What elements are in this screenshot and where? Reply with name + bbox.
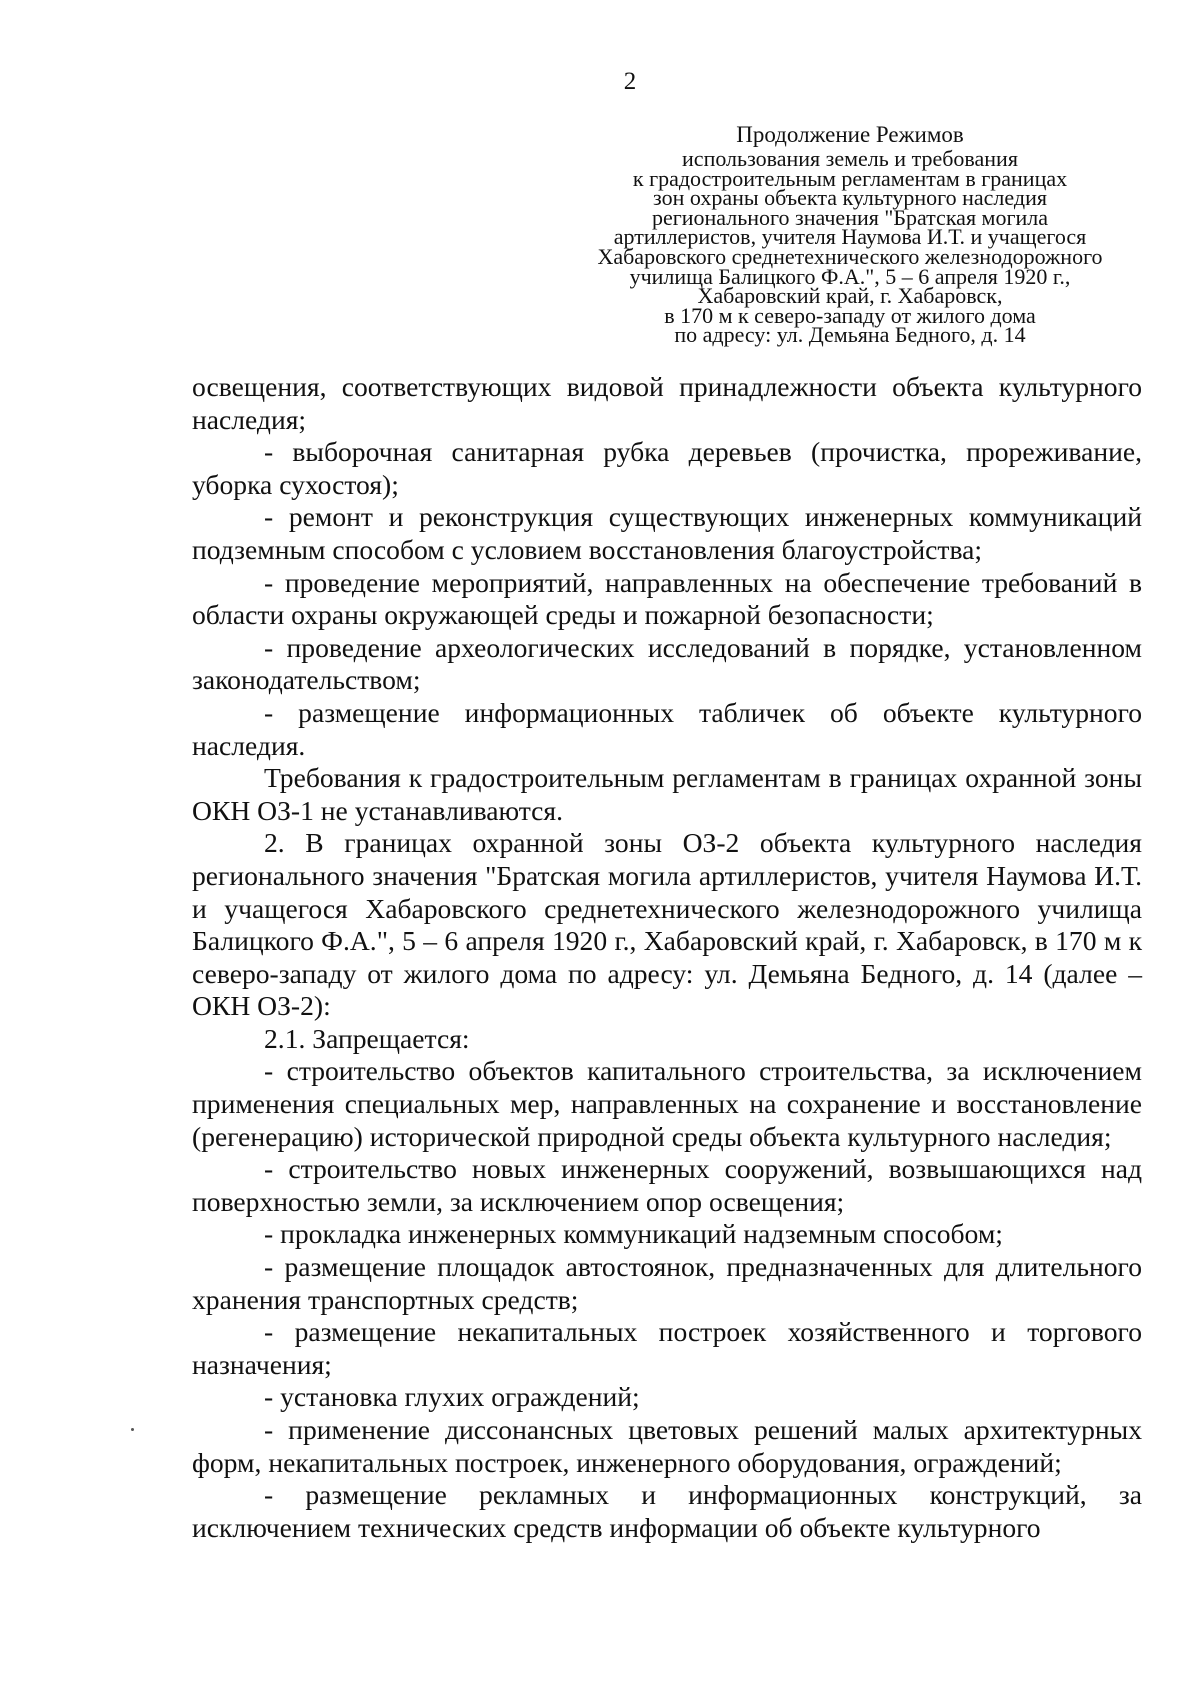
- body-paragraph: - выборочная санитарная рубка деревьев (прочистка, прореживание, уборка сухостоя);: [192, 436, 1142, 500]
- header-line: по адресу: ул. Демьяна Бедного, д. 14: [674, 322, 1026, 348]
- body-paragraph: 2.1. Запрещается:: [264, 1022, 470, 1054]
- scan-speck: [131, 1428, 134, 1431]
- body-paragraph: освещения, соответствующих видовой принадлежности объекта культурного наследия;: [192, 371, 1142, 435]
- body-paragraph: - размещение некапитальных построек хозяйственного и торгового назначения;: [192, 1316, 1142, 1380]
- body-paragraph: - установка глухих ограждений;: [264, 1381, 640, 1413]
- body-paragraph: - размещение рекламных и информационных конструкций, за исключением технических средств информации об объекте культурного: [192, 1479, 1142, 1543]
- page-number: 2: [623, 68, 637, 95]
- header-line: использования земель и требования: [682, 146, 1018, 171]
- body-paragraph: - размещение площадок автостоянок, предназначенных для длительного хранения транспортных средств;: [192, 1251, 1142, 1315]
- body-paragraph: - проведение археологических исследований в порядке, установленном законодательством;: [192, 631, 1142, 696]
- header-title: Продолжение Режимов: [736, 122, 964, 147]
- body-paragraph: Требования к градостроительным регламентам в границах охранной зоны ОКН ОЗ-1 не устанавливаются.: [192, 762, 1142, 826]
- header-line: к градостроительным регламентам в границах: [632, 165, 1068, 191]
- header-line: артиллеристов, учителя Наумова И.Т. и учащегося: [613, 224, 1087, 250]
- document-header: [560, 122, 1140, 348]
- header-line: регионального значения "Братская могила: [651, 204, 1049, 230]
- body-paragraph: - проведение мероприятий, направленных на обеспечение требований в области охраны окружающей среды и пожарной безопасности;: [192, 566, 1142, 631]
- header-line: Хабаровский край, г. Хабаровск,: [697, 283, 1003, 309]
- body-paragraph: 2. В границах охранной зоны ОЗ-2 объекта культурного наследия регионального значения "Братская могила артиллеристов, учителя Наумова И.Т. и учащегося Хабаровского среднетехнического железнодорожного училища Балицкого Ф.А.", 5 – 6 апреля 1920 г., Хабаровский край, г. Хабаровск, в 170 м к северо-западу от жилого дома по адресу: ул. Демьяна Бедного, д. 14 (далее – ОКН ОЗ-2):: [192, 827, 1142, 1022]
- body-paragraph: - ремонт и реконструкция существующих инженерных коммуникаций подземным способом с условием восстановления благоустройства;: [192, 501, 1142, 565]
- body-paragraph: - строительство новых инженерных сооружений, возвышающихся над поверхностью земли, за исключением опор освещения;: [192, 1153, 1142, 1217]
- body-paragraph: - прокладка инженерных коммуникаций надземным способом;: [264, 1218, 1003, 1250]
- header-line: зон охраны объекта культурного наследия: [653, 185, 1047, 211]
- body-paragraph: - размещение информационных табличек об объекте культурного наследия.: [192, 696, 1142, 761]
- header-line: Хабаровского среднетехнического железнодорожного: [597, 243, 1103, 269]
- header-line: в 170 м к северо-западу от жилого дома: [664, 302, 1036, 328]
- header-line: училища Балицкого Ф.А.", 5 – 6 апреля 1920 г.,: [629, 263, 1071, 289]
- body-paragraph: - строительство объектов капитального строительства, за исключением применения специальных мер, направленных на сохранение и восстановление (регенерацию) исторической природной среды объекта культурного наследия;: [192, 1055, 1142, 1152]
- body-paragraph: - применение диссонансных цветовых решений малых архитектурных форм, некапитальных построек, инженерного оборудования, ограждений;: [192, 1414, 1142, 1478]
- document-body: [192, 371, 1142, 1544]
